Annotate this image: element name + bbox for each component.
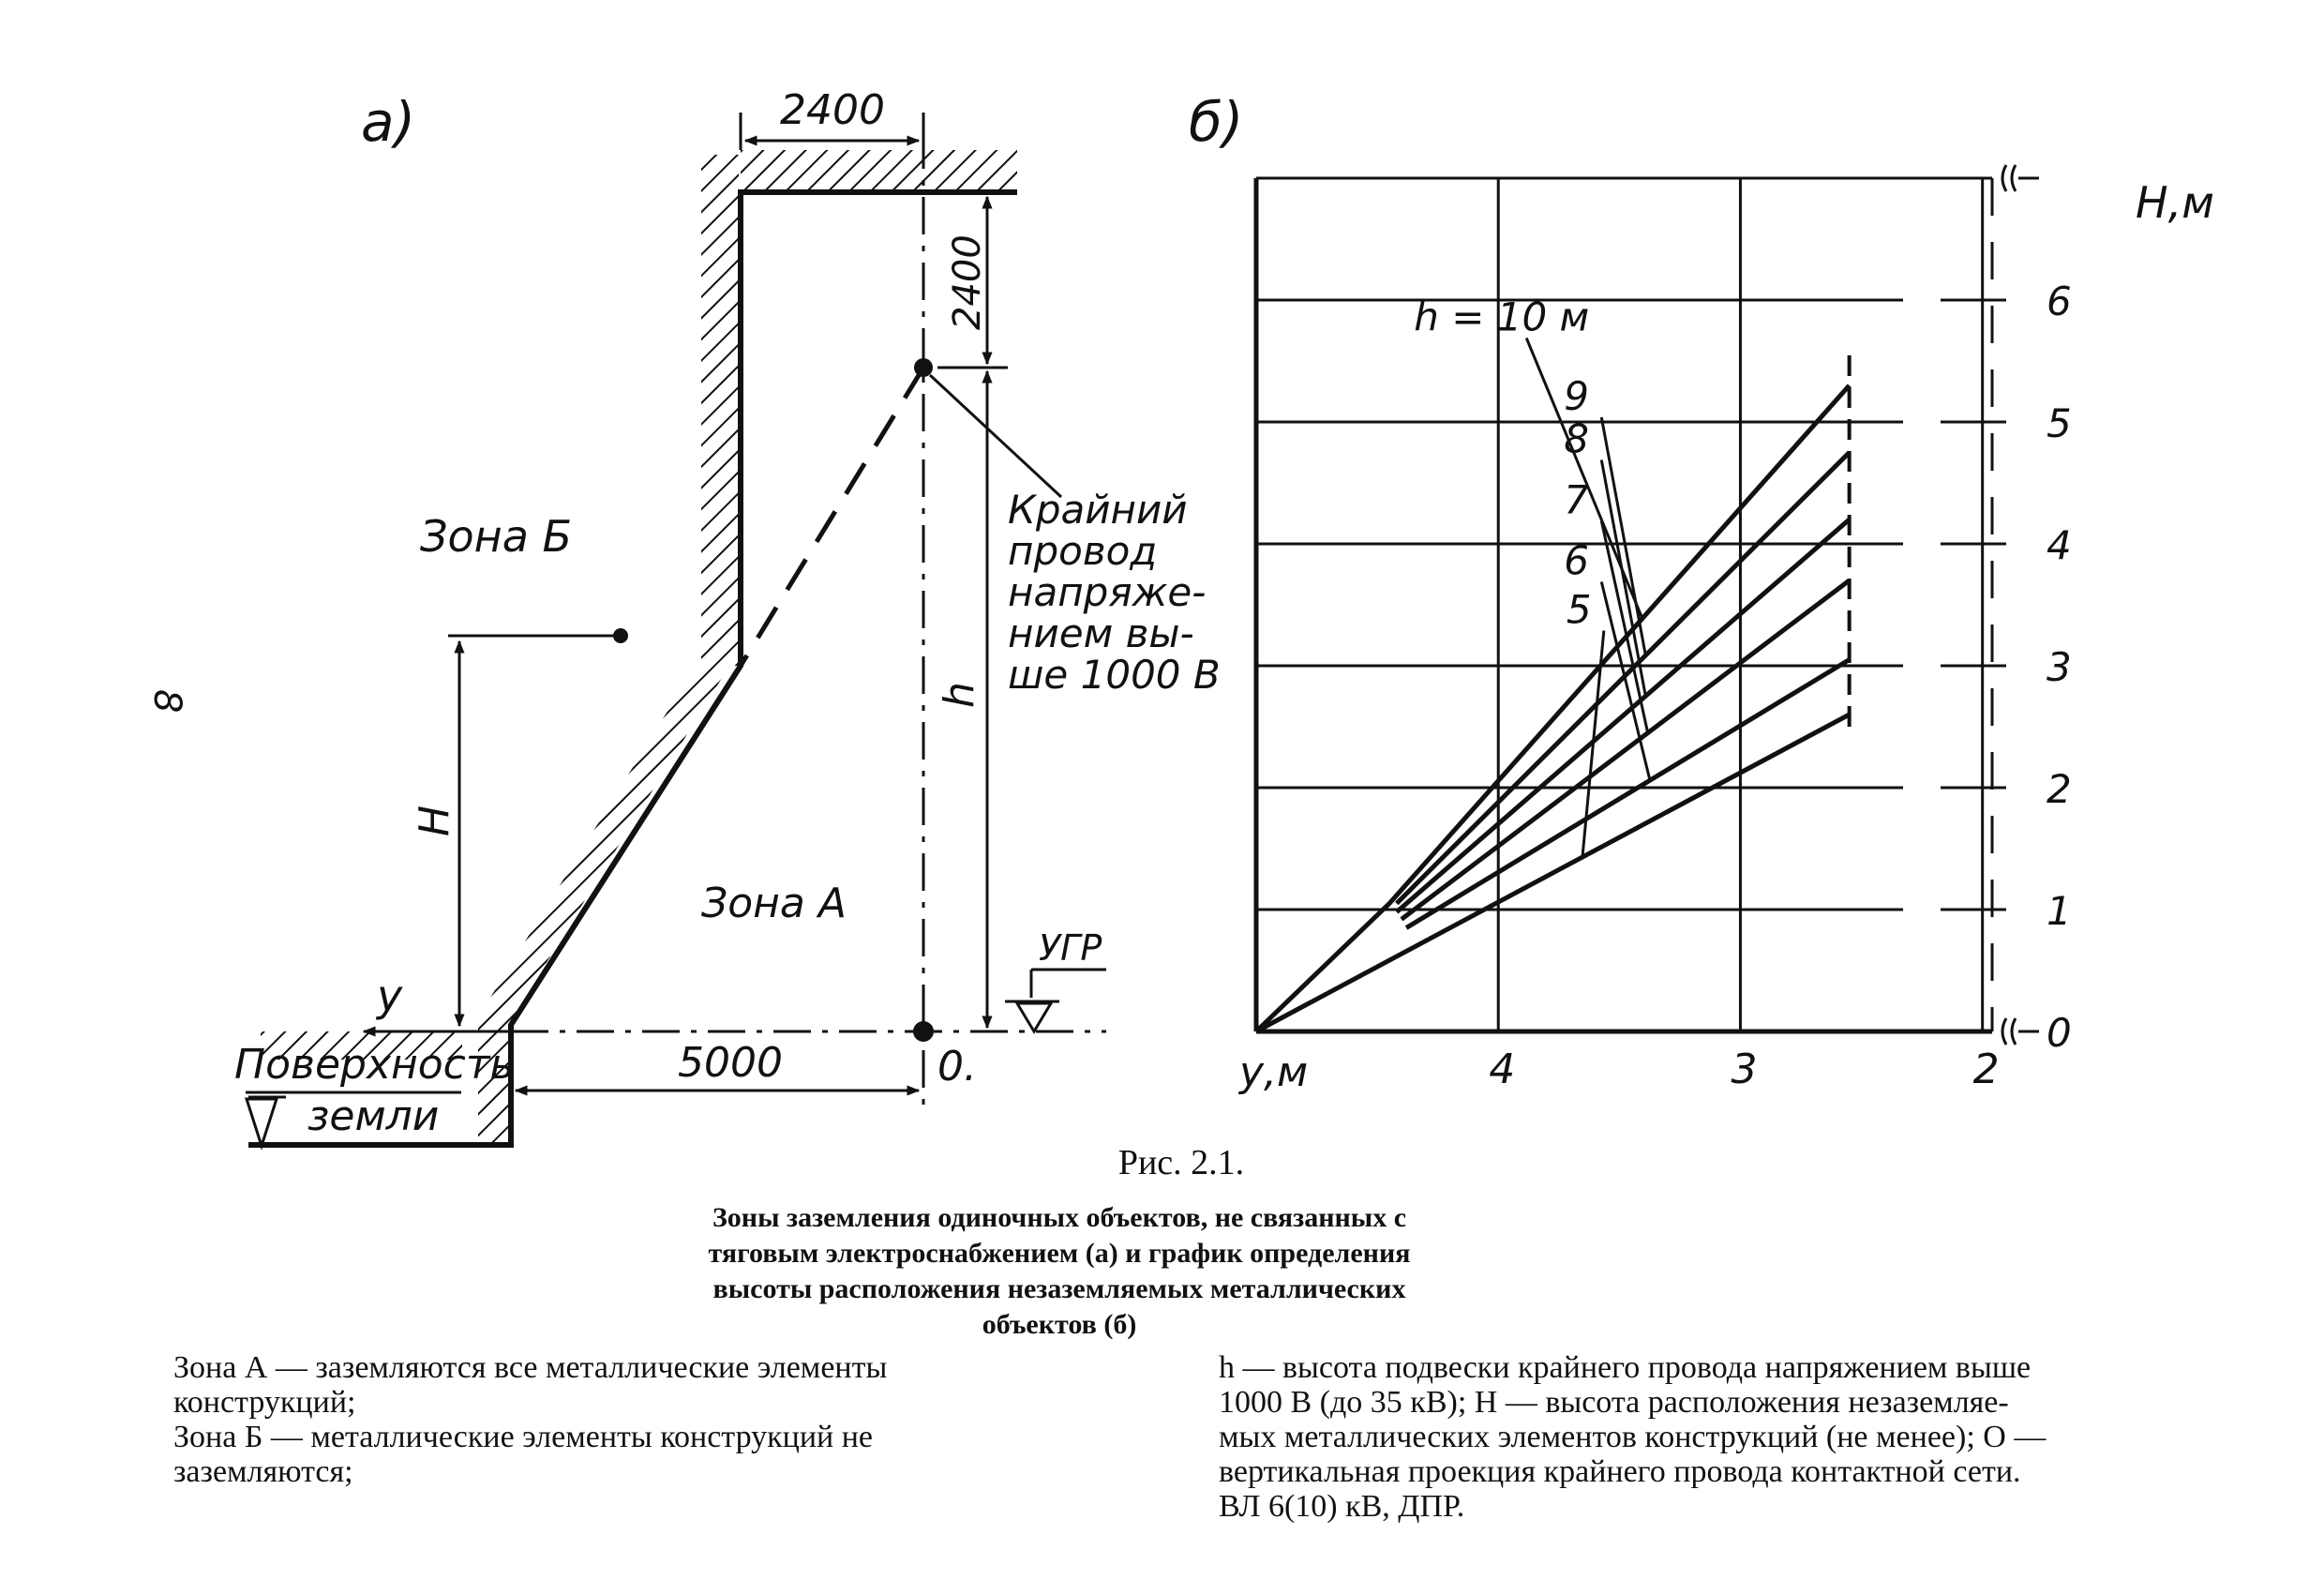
dim-side: 2400 bbox=[946, 234, 989, 330]
H-label: H bbox=[411, 805, 458, 836]
zone-b-label: Зона Б bbox=[420, 511, 573, 562]
y-tick-1: 1 bbox=[2047, 888, 2072, 934]
x-axis-label: у,м bbox=[1239, 1048, 1309, 1096]
panel-a-label: а) bbox=[361, 90, 416, 154]
wall-hatch bbox=[701, 155, 739, 666]
wire-label-3: напряже- bbox=[1008, 569, 1207, 615]
caption-line-1: Зоны заземления одиночных объектов, не связанных с bbox=[712, 1202, 1407, 1233]
projection-point-o bbox=[913, 1021, 934, 1042]
wire-label-5: ше 1000 В bbox=[1008, 652, 1221, 698]
wire-leader bbox=[930, 375, 1061, 497]
figure-number: Рис. 2.1. bbox=[1117, 1143, 1245, 1182]
page-number: 8 bbox=[145, 689, 188, 714]
wire-label-4: нием вы- bbox=[1008, 610, 1194, 656]
series-line-0 bbox=[1256, 385, 1850, 1031]
note-right-5: ВЛ 6(10) кВ, ДПР. bbox=[1219, 1489, 1465, 1524]
x-tick-3: 3 bbox=[1731, 1046, 1758, 1093]
ugr-triangle bbox=[1017, 1003, 1051, 1031]
slope-hatch bbox=[473, 666, 729, 1025]
note-left-4: заземляются; bbox=[173, 1454, 353, 1489]
series-line-5 bbox=[1256, 715, 1850, 1031]
top-beam-hatch bbox=[741, 150, 1017, 189]
note-right-4: вертикальная проекция крайнего провода контактной сети. bbox=[1219, 1454, 2021, 1489]
y-tick-6: 6 bbox=[2047, 278, 2072, 324]
caption-line-3: высоты расположения незаземляемых металлических bbox=[712, 1273, 1406, 1304]
y-tick-4: 4 bbox=[2047, 522, 2072, 568]
ground-label-1: Поверхность bbox=[234, 1041, 515, 1089]
ground-triangle bbox=[247, 1099, 277, 1146]
note-left-1: Зона А — заземляются все металлические элементы bbox=[173, 1350, 888, 1385]
structure-outline bbox=[248, 192, 1017, 1145]
chart-series bbox=[1256, 385, 1850, 1031]
caption-line-4: объектов (б) bbox=[982, 1309, 1137, 1340]
h-label: h bbox=[936, 682, 983, 708]
y-tick-5: 5 bbox=[2047, 400, 2072, 446]
notes-right bbox=[1219, 1350, 2259, 1524]
wire-label-2: провод bbox=[1008, 528, 1158, 574]
h-level-point bbox=[613, 628, 628, 643]
zone-boundary-line bbox=[741, 368, 923, 666]
ground-label-2: земли bbox=[307, 1092, 440, 1140]
series-label-4: 6 bbox=[1564, 537, 1590, 584]
dim-top: 2400 bbox=[780, 86, 885, 134]
panel-b-label: б) bbox=[1189, 90, 1244, 154]
series-label-5: 5 bbox=[1566, 586, 1592, 633]
note-right-3: мых металлических элементов конструкций (не менее); О — bbox=[1219, 1420, 2047, 1454]
series-line-4 bbox=[1406, 660, 1850, 928]
x-tick-2: 2 bbox=[1972, 1046, 2000, 1093]
series-label-2: 8 bbox=[1564, 415, 1590, 462]
panel-a bbox=[234, 86, 1221, 1146]
chart-grid bbox=[1256, 165, 2039, 1045]
chart-labels bbox=[1414, 278, 2072, 1093]
ugr-label: УГР bbox=[1039, 927, 1102, 969]
y-axis-label: Н,м bbox=[2136, 177, 2214, 228]
series-label-0: h = 10 м bbox=[1414, 293, 1590, 340]
dim-bottom: 5000 bbox=[678, 1039, 783, 1087]
y-label: у bbox=[377, 971, 403, 1021]
y-tick-2: 2 bbox=[2047, 766, 2072, 812]
caption-line-2: тяговым электроснабжением (а) и график определения bbox=[708, 1238, 1411, 1269]
series-label-1: 9 bbox=[1564, 373, 1590, 419]
wire-point bbox=[914, 358, 933, 377]
y-tick-3: 3 bbox=[2047, 644, 2072, 690]
note-left-2: конструкций; bbox=[173, 1385, 356, 1420]
o-label: 0. bbox=[937, 1043, 977, 1091]
notes-left bbox=[173, 1350, 1167, 1489]
panel-b bbox=[1189, 90, 2214, 1096]
note-right-2: 1000 В (до 35 кВ); Н — высота расположения незаземляе- bbox=[1219, 1385, 2009, 1420]
axis-break-mark-1 bbox=[2002, 1018, 2016, 1045]
note-left-3: Зона Б — металлические элементы конструкций не bbox=[173, 1420, 874, 1454]
zone-a-label: Зона А bbox=[701, 880, 847, 927]
wire-label-1: Крайний bbox=[1008, 487, 1188, 533]
axis-break-mark-0 bbox=[2002, 165, 2016, 191]
note-right-1: h — высота подвески крайнего провода напряжением выше bbox=[1219, 1350, 2032, 1385]
series-leader-2 bbox=[1601, 460, 1645, 697]
series-label-3: 7 bbox=[1564, 476, 1590, 523]
x-tick-4: 4 bbox=[1489, 1046, 1516, 1093]
y-tick-0: 0 bbox=[2047, 1010, 2072, 1056]
